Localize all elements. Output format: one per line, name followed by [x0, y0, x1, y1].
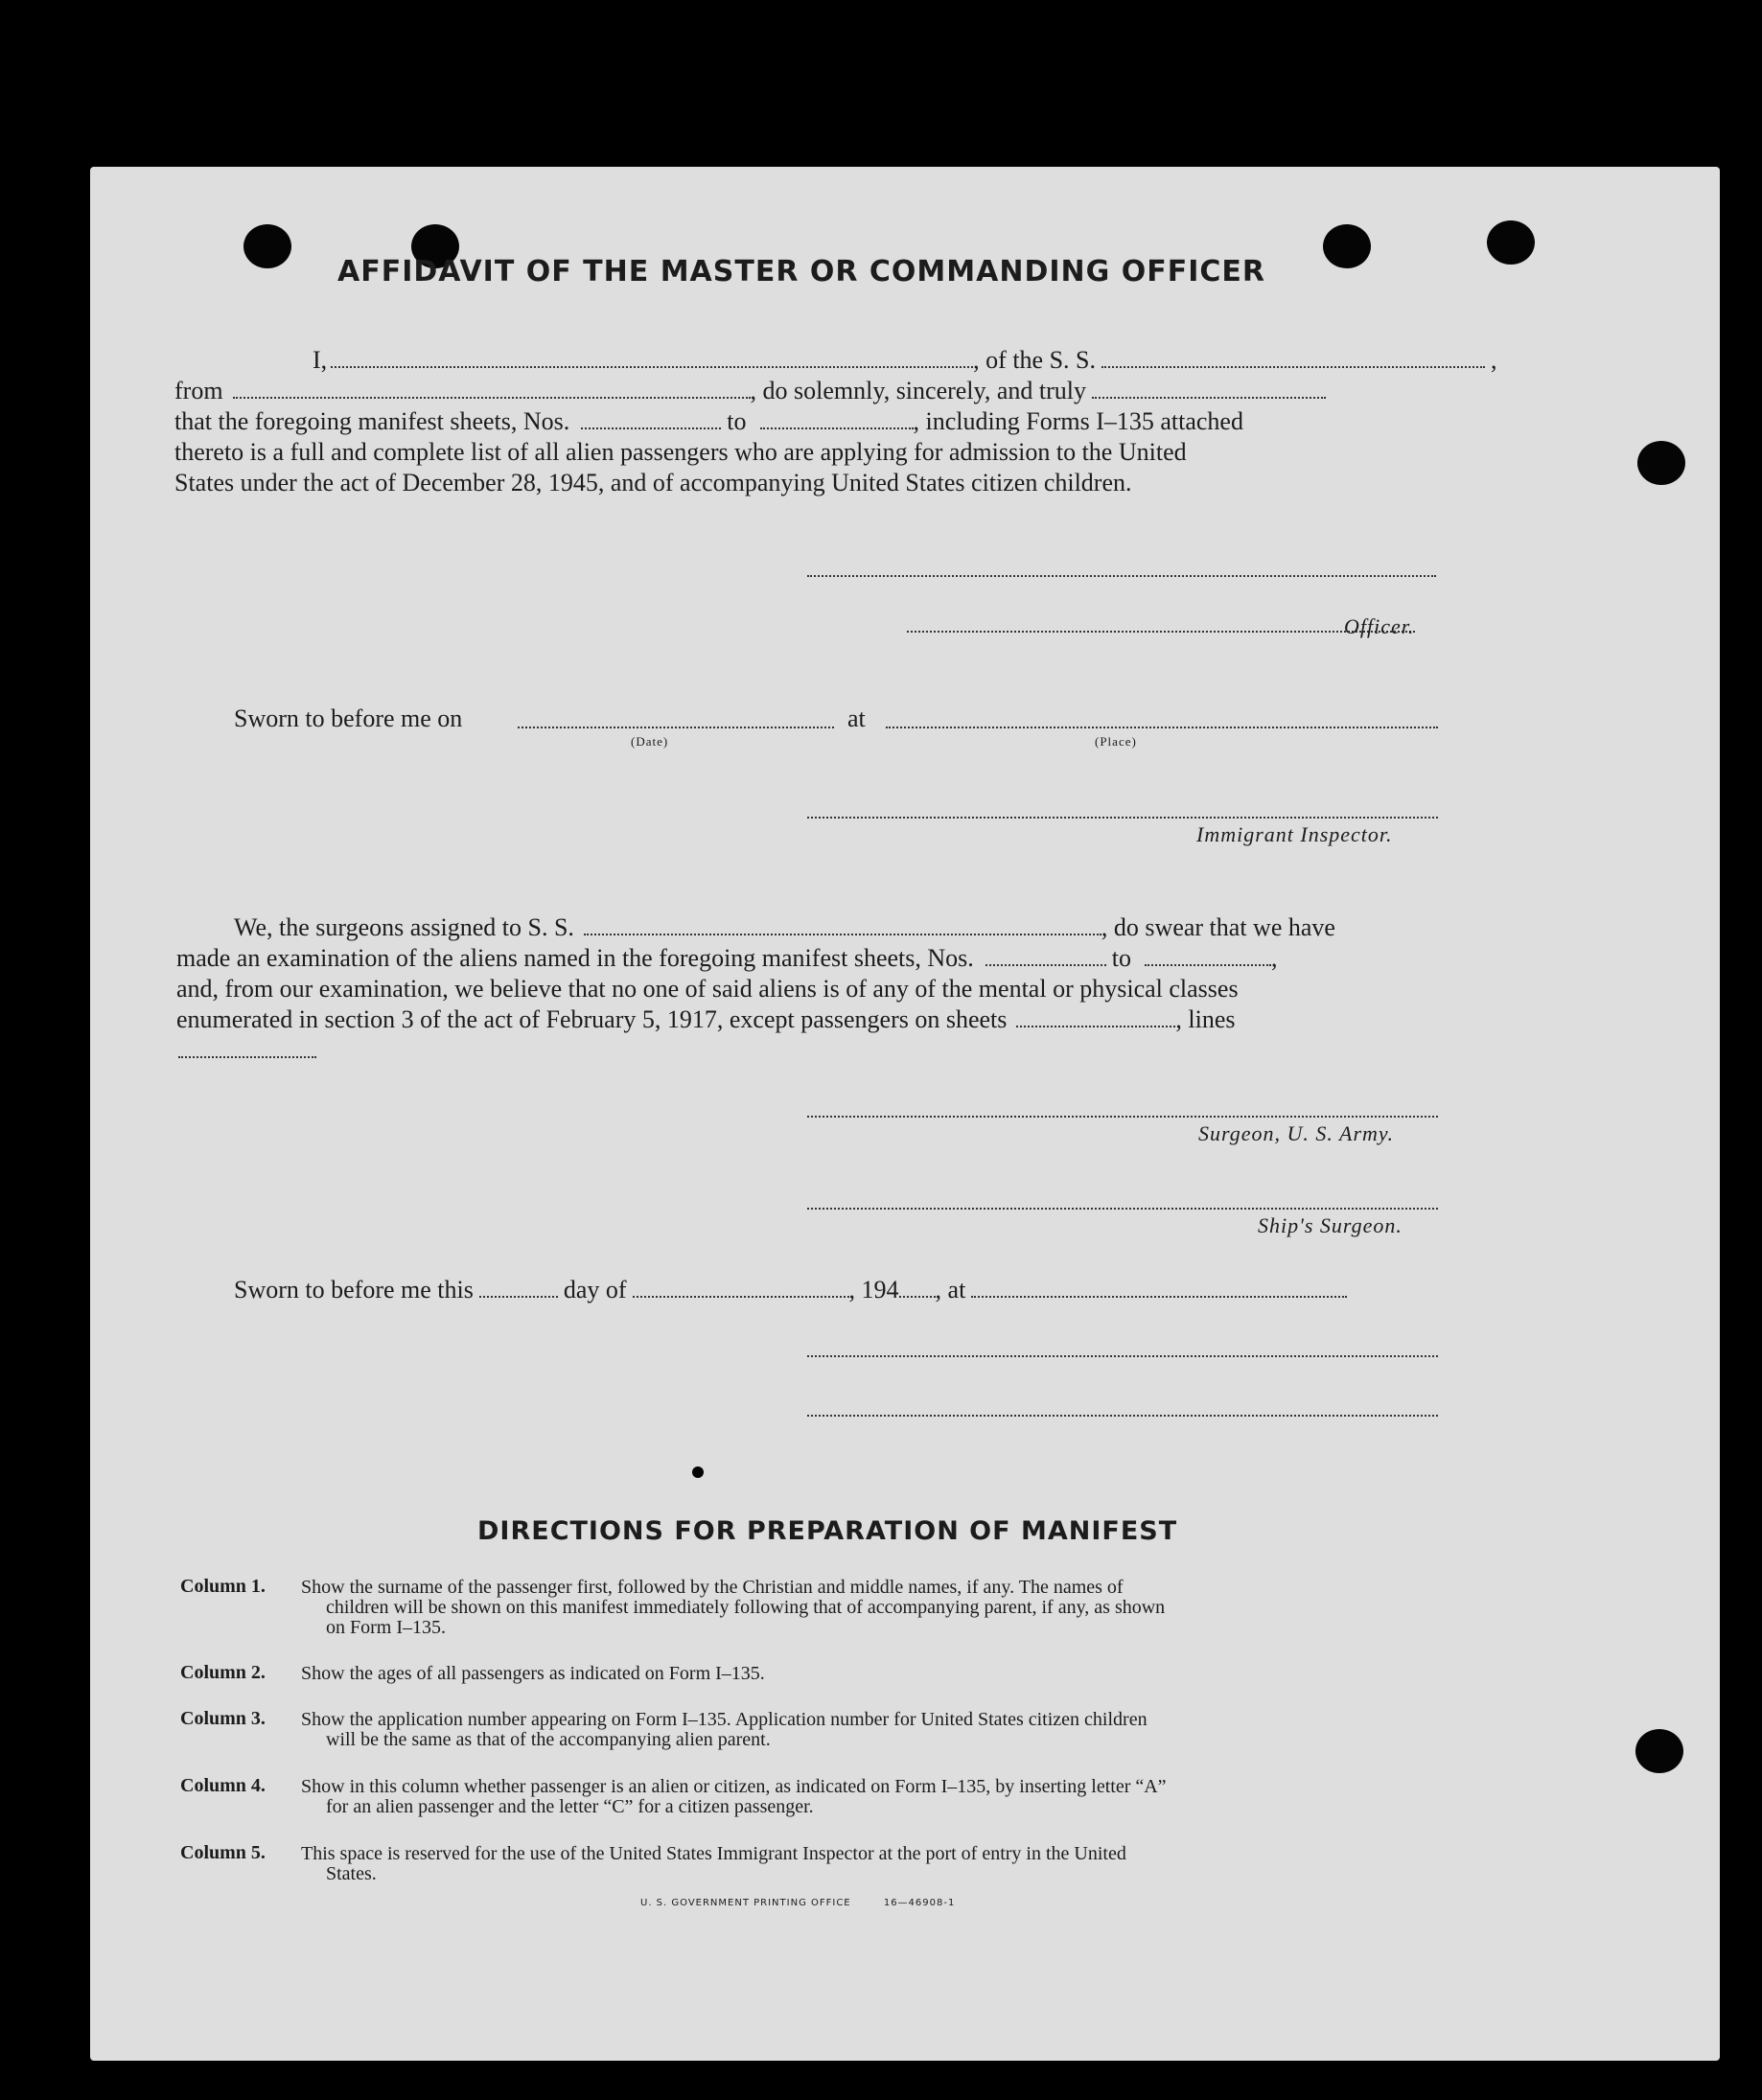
place-blank[interactable] [886, 727, 1438, 728]
swear-blank[interactable] [1092, 397, 1326, 399]
lines-blank[interactable] [178, 1056, 316, 1058]
punch-hole [1637, 441, 1685, 485]
lines-label: , lines [1175, 1005, 1236, 1033]
document-page [90, 167, 1720, 2061]
line-end-comma: , [1271, 944, 1278, 972]
column-label: Column 5. [180, 1842, 266, 1863]
to-label: to [727, 407, 747, 435]
signature-line[interactable] [807, 1355, 1438, 1357]
punch-hole [1323, 224, 1371, 268]
column-label: Column 3. [180, 1708, 266, 1729]
sworn-this-label: Sworn to before me this [234, 1276, 474, 1304]
ship-name-blank[interactable] [1101, 366, 1485, 368]
column-text: States. [326, 1863, 377, 1884]
column-label: Column 4. [180, 1775, 266, 1796]
sworn-this-line [234, 1275, 1353, 1305]
at-label: , at [935, 1276, 966, 1304]
except-passengers-text: enumerated in section 3 of the act of February 5, 1917, except passengers on sheets [176, 1005, 1008, 1033]
day-blank[interactable] [479, 1296, 558, 1298]
signature-line[interactable] [807, 1415, 1438, 1417]
officer-signature-line[interactable] [907, 631, 1415, 633]
printer-imprint [640, 1898, 955, 1908]
punch-hole [243, 224, 291, 268]
ship-label: , of the S. S. [973, 346, 1097, 374]
affidavit-title: AFFIDAVIT OF THE MASTER OR COMMANDING OFFICER [337, 255, 1265, 288]
date-blank[interactable] [518, 727, 834, 728]
surgeons-line-1 [234, 912, 1335, 943]
punch-hole [1487, 220, 1535, 265]
column-label: Column 2. [180, 1662, 266, 1683]
column-label: Column 1. [180, 1576, 266, 1597]
surgeons-line-3: and, from our examination, we believe that no one of said aliens is of any of the mental or physical classes [176, 975, 1239, 1003]
column-text: children will be shown on this manifest immediately following that of accompanying parent, if any, as shown [326, 1597, 1166, 1618]
signature-line[interactable] [807, 575, 1436, 577]
swear-text: , do swear that we have [1101, 913, 1335, 941]
ship-surgeon-caption: Ship's Surgeon. [1258, 1213, 1403, 1237]
year-blank[interactable] [899, 1296, 936, 1298]
date-caption: (Date) [631, 734, 669, 749]
affidavit-line-5: States under the act of December 28, 1945, and of accompanying United States citizen children. [174, 469, 1132, 496]
inspector-signature-line[interactable] [807, 817, 1438, 819]
form-code: 16—46908-1 [883, 1898, 956, 1908]
surgeons-line-2 [176, 943, 1278, 974]
place-caption: (Place) [1095, 734, 1137, 749]
to-label: to [1111, 944, 1131, 972]
directions-title: DIRECTIONS FOR PREPARATION OF MANIFEST [477, 1516, 1178, 1546]
sworn-at-label: at [847, 704, 866, 732]
army-surgeon-caption: Surgeon, U. S. Army. [1198, 1121, 1394, 1145]
manifest-nos-label: made an examination of the aliens named in the foregoing manifest sheets, Nos. [176, 944, 974, 972]
sworn-before-label: Sworn to before me on [234, 704, 463, 732]
column-text: for an alien passenger and the letter “C” for a citizen passenger. [326, 1796, 814, 1817]
sheets-from-blank[interactable] [985, 964, 1106, 966]
affidavit-line-2 [174, 376, 1332, 406]
punch-hole [1635, 1729, 1683, 1773]
inspector-caption: Immigrant Inspector. [1196, 822, 1393, 846]
sheets-from-blank[interactable] [581, 427, 721, 429]
column-text: will be the same as that of the accompanying alien parent. [326, 1729, 771, 1750]
column-text: Show the application number appearing on Form I–135. Application number for United States citizen children [301, 1709, 1148, 1730]
sheets-to-blank[interactable] [1145, 964, 1271, 966]
manifest-nos-label: that the foregoing manifest sheets, Nos. [174, 407, 570, 435]
printer-name: U. S. GOVERNMENT PRINTING OFFICE [640, 1898, 851, 1908]
army-surgeon-signature-line[interactable] [807, 1116, 1438, 1118]
master-name-blank[interactable] [331, 366, 973, 368]
month-blank[interactable] [633, 1296, 849, 1298]
column-text: Show the ages of all passengers as indicated on Form I–135. [301, 1663, 765, 1684]
from-label: from [174, 377, 223, 404]
year-prefix: , 194 [848, 1276, 899, 1304]
place-blank[interactable] [971, 1296, 1347, 1298]
column-text: Show in this column whether passenger is an alien or citizen, as indicated on Form I–135, by inserting letter “A” [301, 1776, 1167, 1797]
from-port-blank[interactable] [233, 397, 751, 399]
ink-dot [692, 1466, 704, 1478]
column-text: on Form I–135. [326, 1617, 446, 1638]
line-end-comma: , [1491, 346, 1497, 374]
affidavit-line-1 [224, 345, 1497, 376]
surgeons-ship-blank[interactable] [584, 934, 1101, 935]
officer-caption: Officer. [1344, 614, 1415, 638]
ship-surgeon-signature-line[interactable] [807, 1208, 1438, 1210]
affidavit-line-3 [174, 406, 1243, 437]
sheets-to-blank[interactable] [760, 427, 914, 429]
day-of-label: day of [563, 1276, 627, 1304]
affidavit-line-4: thereto is a full and complete list of all alien passengers who are applying for admission to the United [174, 438, 1187, 466]
sheets-blank[interactable] [1016, 1026, 1175, 1027]
swear-text: , do solemnly, sincerely, and truly [750, 377, 1086, 404]
column-text: Show the surname of the passenger first, followed by the Christian and middle names, if any. The names of [301, 1577, 1124, 1598]
forms-attached-text: , including Forms I–135 attached [913, 407, 1243, 435]
column-text: This space is reserved for the use of the United States Immigrant Inspector at the port of entry in the United [301, 1843, 1126, 1864]
affidavit-i-label: I, [313, 346, 328, 374]
surgeons-line-4 [176, 1004, 1236, 1035]
surgeons-assigned-label: We, the surgeons assigned to S. S. [234, 913, 574, 941]
